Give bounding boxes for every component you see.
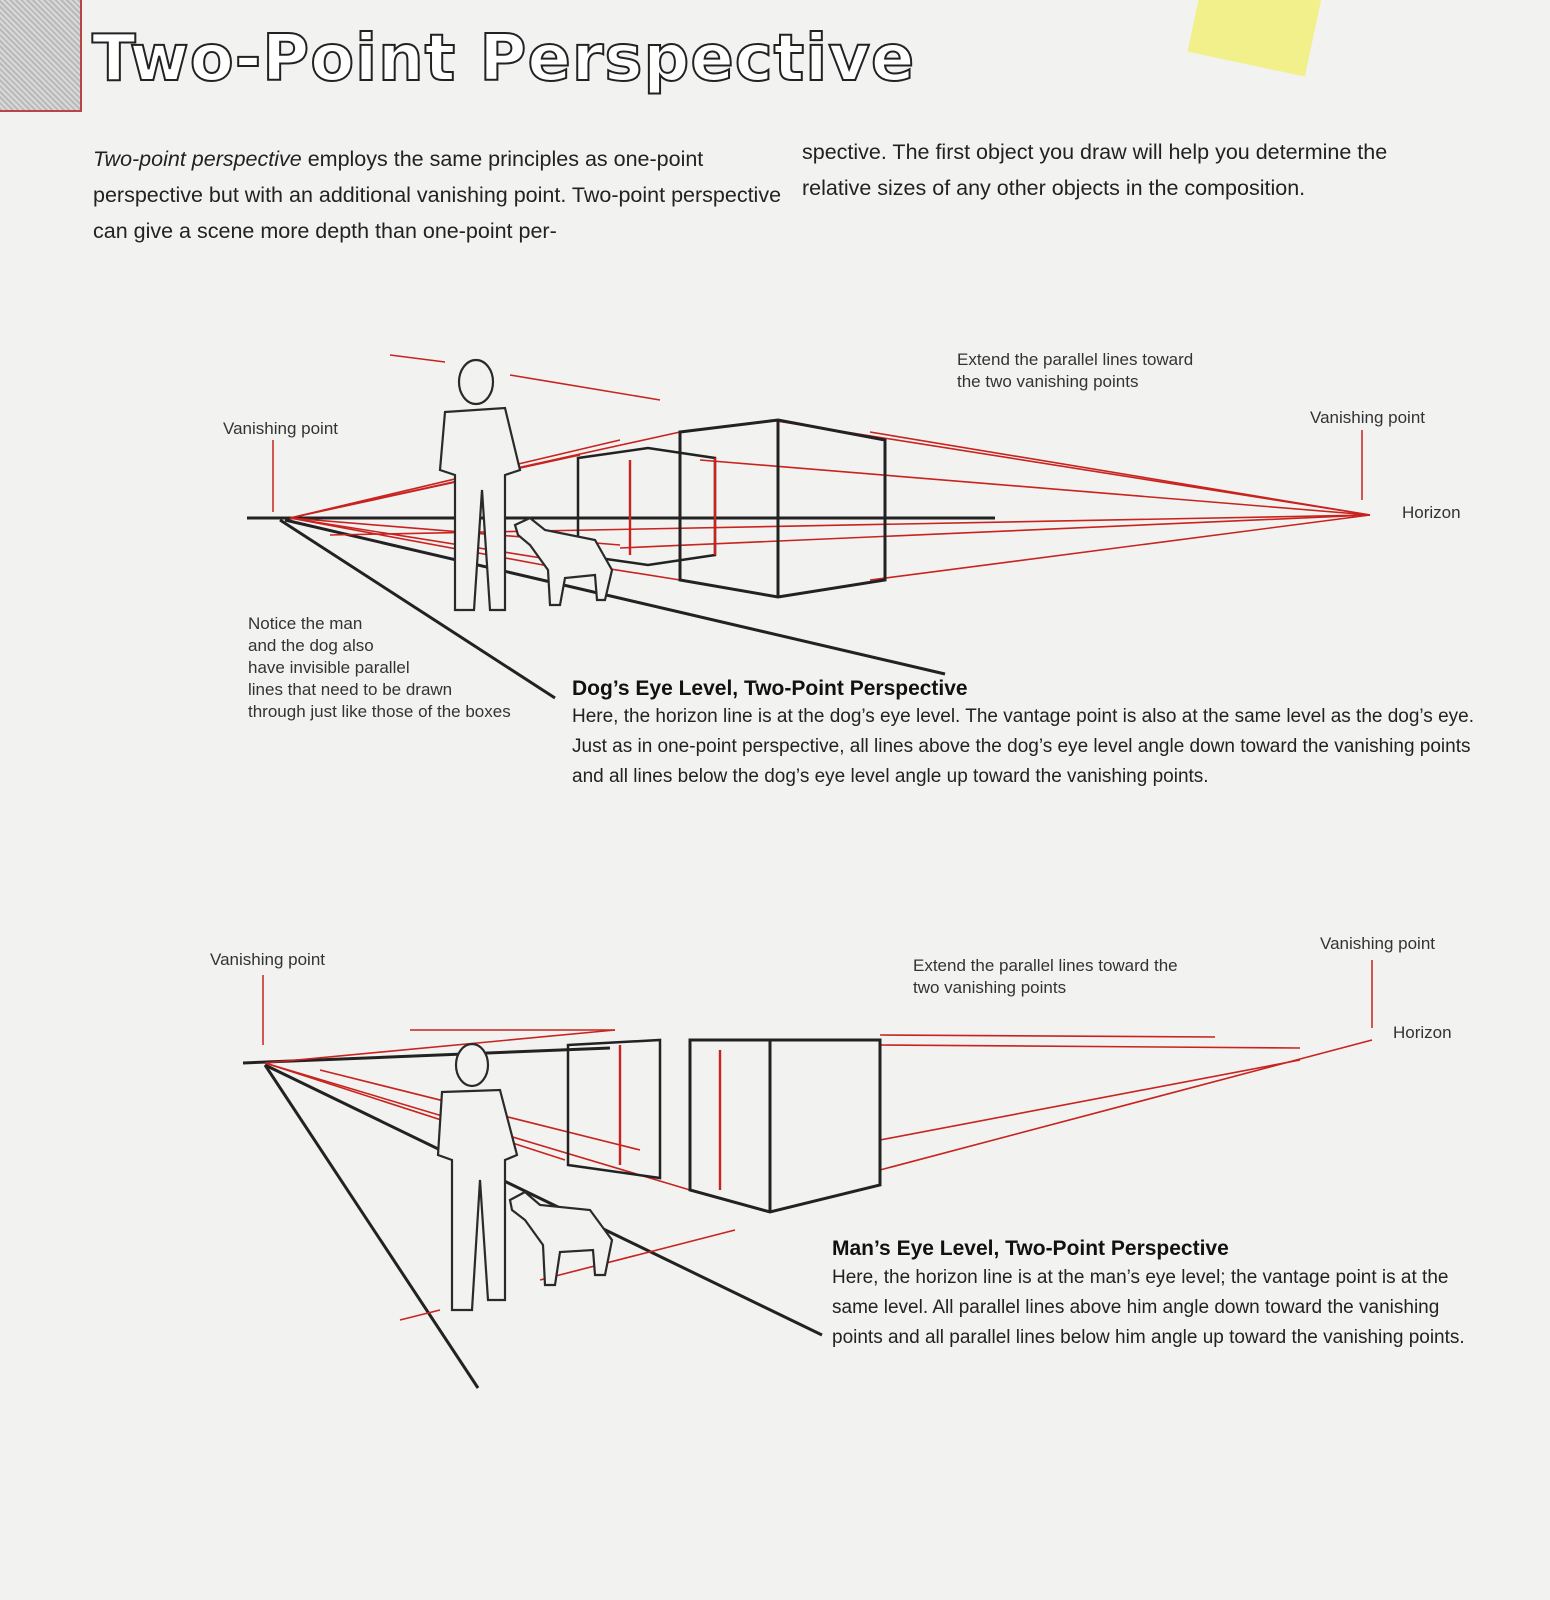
section-body-mans-eye: Here, the horizon line is at the man’s eye level; the vantage point is at the same level. All parallel lines above him angle down toward the vanishing points and all parallel lines below him angle up toward the vanishing points. — [832, 1267, 1465, 1348]
extend-note-line: the two vanishing points — [957, 372, 1139, 391]
extend-note-line: Extend the parallel lines toward the — [913, 956, 1178, 975]
vanishing-point-label-right-2: Vanishing point — [1320, 934, 1435, 953]
notice-note-line: and the dog also — [248, 636, 374, 655]
box-front — [680, 420, 885, 597]
horizon-line-2 — [243, 1048, 610, 1063]
section-heading-mans-eye: Man’s Eye Level, Two-Point Perspective — [832, 1237, 1229, 1260]
notice-note-line: through just like those of the boxes — [248, 702, 511, 721]
extend-note-line: Extend the parallel lines toward — [957, 350, 1194, 369]
extend-note-line: two vanishing points — [913, 978, 1067, 997]
extend-note — [957, 349, 1193, 393]
section-heading-dogs-eye: Dog’s Eye Level, Two-Point Perspective — [572, 677, 968, 700]
intro-right-column: spective. The first object you draw will help you determine the relative sizes of any other objects in the composition. — [802, 140, 1388, 200]
notice-note-line: lines that need to be drawn — [248, 680, 453, 699]
vanishing-point-label-left-2: Vanishing point — [210, 950, 325, 969]
dog-figure-2 — [510, 1192, 612, 1285]
notice-note-line: have invisible parallel — [248, 658, 410, 677]
horizon-label-2: Horizon — [1393, 1023, 1452, 1042]
man-figure-2 — [438, 1044, 517, 1310]
notice-note — [248, 613, 511, 723]
vanishing-point-label-right: Vanishing point — [1310, 408, 1425, 427]
intro-term: Two-point perspective — [93, 147, 302, 171]
intro-left-text: employs the same principles as one-point perspective but with an additional vanishing point. Two-point perspective can give a scene more depth than one-point per- — [93, 147, 782, 243]
vanishing-point-label-left: Vanishing point — [223, 419, 338, 438]
page-title: Two-Point Perspective — [92, 22, 916, 96]
extend-note-2 — [913, 955, 1178, 999]
notice-note-line: Notice the man — [248, 614, 363, 633]
horizon-label: Horizon — [1402, 503, 1461, 522]
section-body-dogs-eye: Here, the horizon line is at the dog’s eye level. The vantage point is also at the same level as the dog’s eye. Just as in one-point perspective, all lines above the dog’s eye level angle down toward the vanishing points and all lines below the dog’s eye level angle up toward the vanishing points. — [572, 706, 1474, 787]
box-right-2 — [690, 1040, 880, 1212]
